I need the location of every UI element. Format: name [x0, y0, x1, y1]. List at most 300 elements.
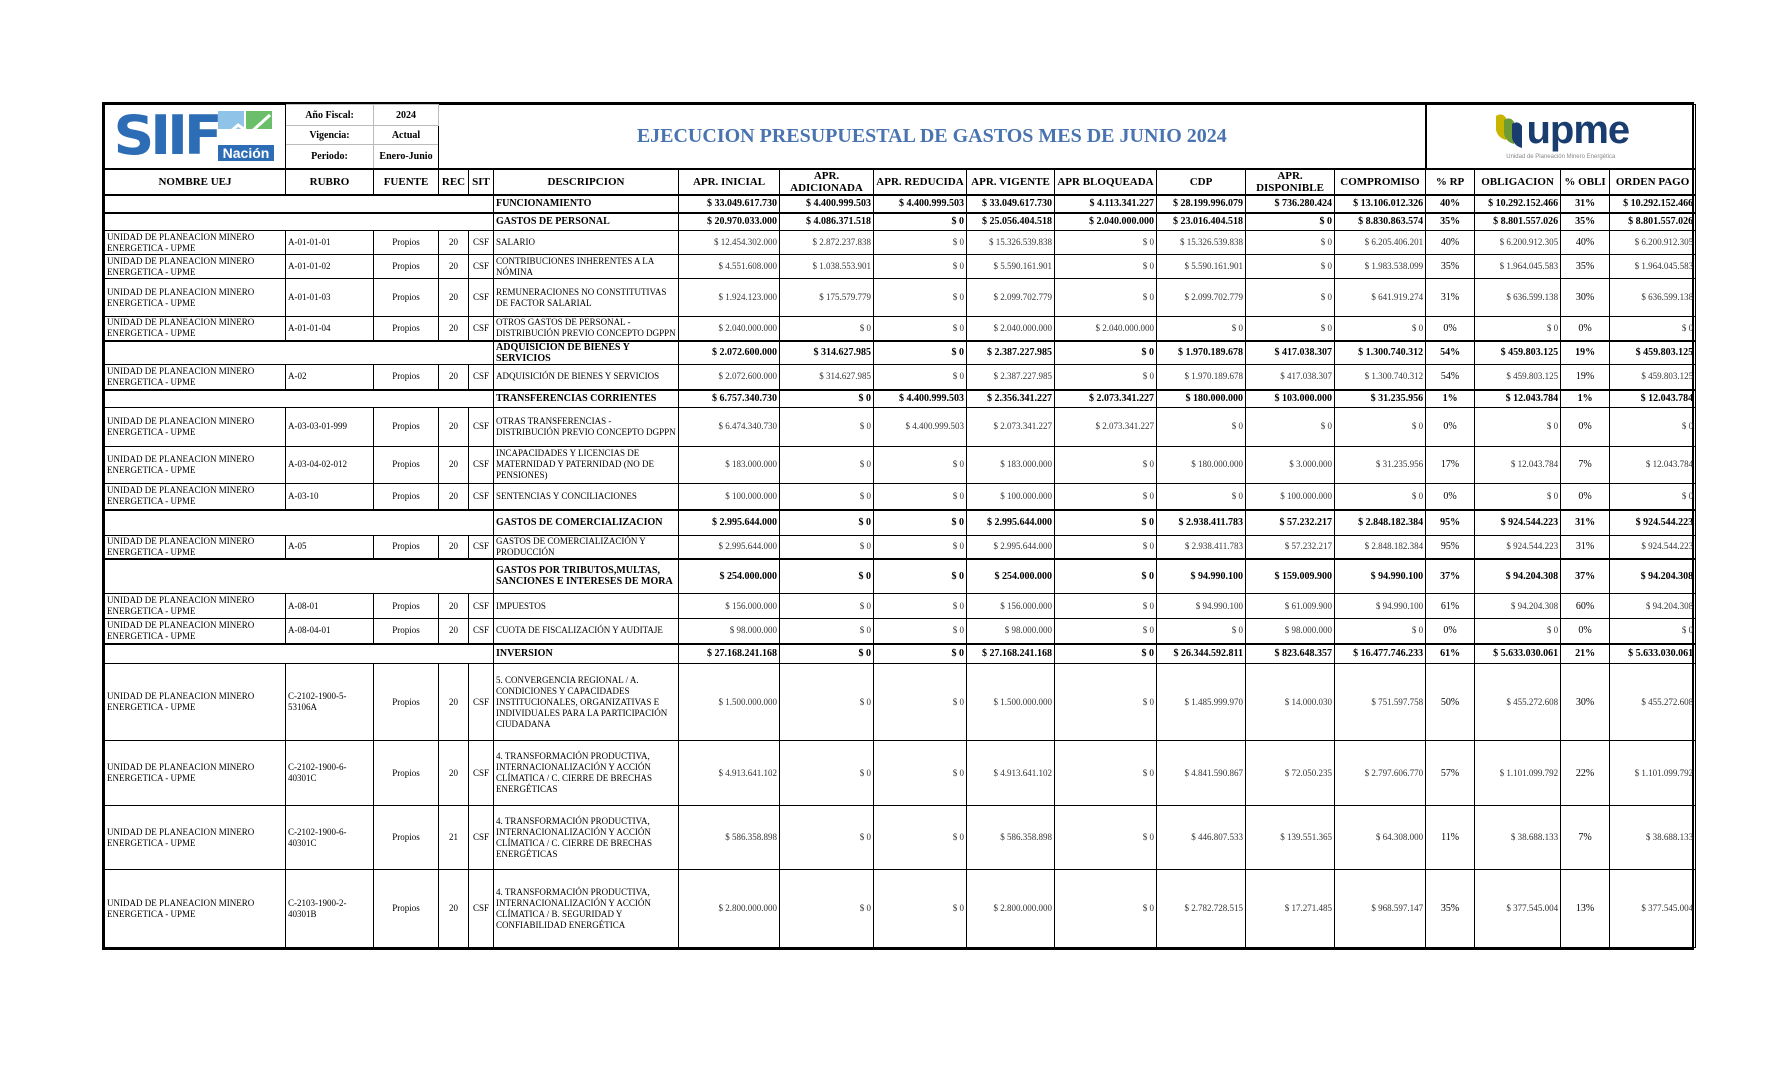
apr-reducida: $ 0	[874, 870, 967, 948]
siif-logo	[105, 105, 286, 169]
apr-adicionada: $ 175.579.779	[780, 279, 874, 317]
cdp: $ 94.990.100	[1157, 594, 1246, 619]
cdp: $ 446.807.533	[1157, 806, 1246, 870]
apr-adicionada: $ 0	[780, 510, 874, 535]
sit: CSF	[469, 664, 494, 741]
sit: CSF	[469, 317, 494, 341]
rec: 20	[439, 364, 469, 390]
apr-disponible: $ 0	[1246, 317, 1335, 341]
apr-disponible: $ 61.009.900	[1246, 594, 1335, 619]
apr-bloqueada: $ 2.073.341.227	[1055, 390, 1157, 407]
column-header: SIT	[469, 169, 494, 195]
apr-vigente: $ 1.500.000.000	[967, 664, 1055, 741]
rubro-code: A-03-04-02-012	[286, 446, 374, 483]
obligacion: $ 924.544.223	[1475, 510, 1561, 535]
rec: 20	[439, 255, 469, 279]
pct-obli: 31%	[1561, 510, 1610, 535]
column-header: % OBLI	[1561, 169, 1610, 195]
apr-bloqueada: $ 0	[1055, 446, 1157, 483]
description: 4. TRANSFORMACIÓN PRODUCTIVA, INTERNACIONALIZACIÓN Y ACCIÓN CLÍMATICA / B. SEGURIDAD Y CONFIABILIDAD ENERGÉTICA	[494, 870, 679, 948]
cdp: $ 180.000.000	[1157, 390, 1246, 407]
apr-reducida: $ 0	[874, 483, 967, 510]
sit: CSF	[469, 364, 494, 390]
orden-pago: $ 8.801.557.026	[1610, 213, 1696, 231]
obligacion: $ 94.204.308	[1475, 594, 1561, 619]
obligacion: $ 6.200.912.305	[1475, 231, 1561, 255]
apr-vigente: $ 25.056.404.518	[967, 213, 1055, 231]
apr-adicionada: $ 314.627.985	[780, 341, 874, 365]
column-header: NOMBRE UEJ	[105, 169, 286, 195]
apr-inicial: $ 4.913.641.102	[679, 741, 780, 806]
apr-reducida: $ 0	[874, 510, 967, 535]
apr-adicionada: $ 0	[780, 741, 874, 806]
compromiso: $ 751.597.758	[1335, 664, 1426, 741]
apr-reducida: $ 0	[874, 213, 967, 231]
compromiso: $ 1.300.740.312	[1335, 341, 1426, 365]
orden-pago: $ 0	[1610, 317, 1696, 341]
description: INVERSION	[494, 644, 679, 664]
apr-vigente: $ 2.356.341.227	[967, 390, 1055, 407]
subtotal-row	[105, 213, 1696, 231]
orden-pago: $ 924.544.223	[1610, 510, 1696, 535]
info-value-vigencia: Actual	[374, 126, 439, 145]
description: SENTENCIAS Y CONCILIACIONES	[494, 483, 679, 510]
sit: CSF	[469, 741, 494, 806]
compromiso: $ 6.205.406.201	[1335, 231, 1426, 255]
apr-vigente: $ 4.913.641.102	[967, 741, 1055, 806]
sit: CSF	[469, 870, 494, 948]
cdp: $ 1.485.999.970	[1157, 664, 1246, 741]
upme-leaf-icon	[1492, 110, 1526, 150]
cdp: $ 2.099.702.779	[1157, 279, 1246, 317]
apr-inicial: $ 156.000.000	[679, 594, 780, 619]
info-label-vigencia: Vigencia:	[286, 126, 374, 145]
obligacion: $ 5.633.030.061	[1475, 644, 1561, 664]
pct-rp: 37%	[1426, 559, 1475, 594]
rec: 20	[439, 231, 469, 255]
apr-bloqueada: $ 0	[1055, 870, 1157, 948]
rubro-code: C-2102-1900-6-40301C	[286, 741, 374, 806]
compromiso: $ 31.235.956	[1335, 446, 1426, 483]
budget-report-sheet	[102, 102, 1694, 950]
sit: CSF	[469, 255, 494, 279]
orden-pago: $ 0	[1610, 483, 1696, 510]
cdp: $ 23.016.404.518	[1157, 213, 1246, 231]
apr-vigente: $ 100.000.000	[967, 483, 1055, 510]
orden-pago: $ 0	[1610, 619, 1696, 644]
apr-inicial: $ 2.072.600.000	[679, 364, 780, 390]
pct-rp: 50%	[1426, 664, 1475, 741]
obligacion: $ 12.043.784	[1475, 446, 1561, 483]
column-header-row	[105, 169, 1696, 195]
description: CONTRIBUCIONES INHERENTES A LA NÓMINA	[494, 255, 679, 279]
apr-bloqueada: $ 0	[1055, 510, 1157, 535]
sit: CSF	[469, 594, 494, 619]
apr-vigente: $ 15.326.539.838	[967, 231, 1055, 255]
compromiso: $ 2.848.182.384	[1335, 535, 1426, 559]
column-header: ORDEN PAGO	[1610, 169, 1696, 195]
apr-disponible: $ 103.000.000	[1246, 390, 1335, 407]
apr-vigente: $ 2.387.227.985	[967, 364, 1055, 390]
rec: 20	[439, 279, 469, 317]
apr-bloqueada: $ 4.113.341.227	[1055, 195, 1157, 213]
apr-bloqueada: $ 0	[1055, 559, 1157, 594]
pct-obli: 37%	[1561, 559, 1610, 594]
fuente: Propios	[374, 317, 439, 341]
orden-pago: $ 6.200.912.305	[1610, 231, 1696, 255]
apr-inicial: $ 98.000.000	[679, 619, 780, 644]
pct-obli: 13%	[1561, 870, 1610, 948]
pct-obli: 60%	[1561, 594, 1610, 619]
compromiso: $ 2.848.182.384	[1335, 510, 1426, 535]
apr-vigente: $ 98.000.000	[967, 619, 1055, 644]
apr-reducida: $ 4.400.999.503	[874, 407, 967, 446]
table-row	[105, 806, 1696, 870]
compromiso: $ 16.477.746.233	[1335, 644, 1426, 664]
subtotal-row	[105, 559, 1696, 594]
apr-vigente: $ 254.000.000	[967, 559, 1055, 594]
orden-pago: $ 5.633.030.061	[1610, 644, 1696, 664]
upme-logo-text: upme	[1526, 107, 1630, 152]
rubro-code: A-01-01-03	[286, 279, 374, 317]
pct-rp: 0%	[1426, 619, 1475, 644]
cdp: $ 2.938.411.783	[1157, 510, 1246, 535]
fuente: Propios	[374, 231, 439, 255]
cdp: $ 1.970.189.678	[1157, 364, 1246, 390]
fuente: Propios	[374, 870, 439, 948]
obligacion: $ 94.204.308	[1475, 559, 1561, 594]
apr-adicionada: $ 0	[780, 390, 874, 407]
sit: CSF	[469, 279, 494, 317]
apr-adicionada: $ 1.038.553.901	[780, 255, 874, 279]
orden-pago: $ 377.545.004	[1610, 870, 1696, 948]
apr-disponible: $ 3.000.000	[1246, 446, 1335, 483]
apr-bloqueada: $ 0	[1055, 535, 1157, 559]
pct-obli: 31%	[1561, 535, 1610, 559]
apr-bloqueada: $ 0	[1055, 483, 1157, 510]
pct-rp: 11%	[1426, 806, 1475, 870]
sit: CSF	[469, 483, 494, 510]
description: IMPUESTOS	[494, 594, 679, 619]
apr-disponible: $ 417.038.307	[1246, 364, 1335, 390]
sit: CSF	[469, 407, 494, 446]
apr-reducida: $ 0	[874, 317, 967, 341]
table-row	[105, 446, 1696, 483]
pct-obli: 19%	[1561, 364, 1610, 390]
fuente: Propios	[374, 407, 439, 446]
apr-bloqueada: $ 0	[1055, 341, 1157, 365]
orden-pago: $ 636.599.138	[1610, 279, 1696, 317]
cdp: $ 2.938.411.783	[1157, 535, 1246, 559]
rubro-code: A-05	[286, 535, 374, 559]
column-header: RUBRO	[286, 169, 374, 195]
chart-trend-icon	[218, 111, 274, 161]
pct-obli: 7%	[1561, 446, 1610, 483]
obligacion: $ 636.599.138	[1475, 279, 1561, 317]
column-header: CDP	[1157, 169, 1246, 195]
report-table	[104, 104, 1696, 948]
cdp: $ 0	[1157, 317, 1246, 341]
apr-bloqueada: $ 0	[1055, 594, 1157, 619]
rubro-code: C-2102-1900-6-40301C	[286, 806, 374, 870]
rec: 20	[439, 594, 469, 619]
apr-adicionada: $ 0	[780, 559, 874, 594]
apr-disponible: $ 0	[1246, 231, 1335, 255]
apr-bloqueada: $ 2.040.000.000	[1055, 317, 1157, 341]
compromiso: $ 13.106.012.326	[1335, 195, 1426, 213]
fuente: Propios	[374, 279, 439, 317]
apr-adicionada: $ 0	[780, 446, 874, 483]
cdp: $ 26.344.592.811	[1157, 644, 1246, 664]
apr-disponible: $ 0	[1246, 407, 1335, 446]
obligacion: $ 0	[1475, 317, 1561, 341]
fuente: Propios	[374, 619, 439, 644]
obligacion: $ 455.272.608	[1475, 664, 1561, 741]
apr-adicionada: $ 2.872.237.838	[780, 231, 874, 255]
orden-pago: $ 10.292.152.466	[1610, 195, 1696, 213]
cdp: $ 4.841.590.867	[1157, 741, 1246, 806]
rubro-code: A-01-01-04	[286, 317, 374, 341]
pct-rp: 17%	[1426, 446, 1475, 483]
apr-inicial: $ 2.072.600.000	[679, 341, 780, 365]
info-value-fiscal-year: 2024	[374, 105, 439, 126]
uej-name: UNIDAD DE PLANEACION MINERO ENERGETICA - UPME	[105, 231, 286, 255]
obligacion: $ 0	[1475, 483, 1561, 510]
column-header: REC	[439, 169, 469, 195]
rec: 20	[439, 870, 469, 948]
subtotal-row	[105, 510, 1696, 535]
uej-name: UNIDAD DE PLANEACION MINERO ENERGETICA - UPME	[105, 535, 286, 559]
rubro-code: A-08-01	[286, 594, 374, 619]
uej-name: UNIDAD DE PLANEACION MINERO ENERGETICA - UPME	[105, 255, 286, 279]
pct-rp: 40%	[1426, 231, 1475, 255]
uej-name: UNIDAD DE PLANEACION MINERO ENERGETICA - UPME	[105, 664, 286, 741]
table-row	[105, 741, 1696, 806]
apr-bloqueada: $ 0	[1055, 231, 1157, 255]
cdp: $ 1.970.189.678	[1157, 341, 1246, 365]
column-header: APR BLOQUEADA	[1055, 169, 1157, 195]
apr-vigente: $ 27.168.241.168	[967, 644, 1055, 664]
column-header: APR. REDUCIDA	[874, 169, 967, 195]
apr-inicial: $ 27.168.241.168	[679, 644, 780, 664]
obligacion: $ 377.545.004	[1475, 870, 1561, 948]
description: ADQUISICION DE BIENES Y SERVICIOS	[494, 341, 679, 365]
apr-bloqueada: $ 0	[1055, 255, 1157, 279]
rubro-code: C-2103-1900-2-40301B	[286, 870, 374, 948]
apr-bloqueada: $ 0	[1055, 364, 1157, 390]
compromiso: $ 94.990.100	[1335, 559, 1426, 594]
blank-cell	[105, 213, 494, 231]
cdp: $ 5.590.161.901	[1157, 255, 1246, 279]
apr-disponible: $ 57.232.217	[1246, 535, 1335, 559]
column-header: % RP	[1426, 169, 1475, 195]
apr-disponible: $ 0	[1246, 279, 1335, 317]
fuente: Propios	[374, 446, 439, 483]
cdp: $ 0	[1157, 407, 1246, 446]
apr-adicionada: $ 0	[780, 806, 874, 870]
column-header: OBLIGACION	[1475, 169, 1561, 195]
apr-reducida: $ 0	[874, 644, 967, 664]
apr-adicionada: $ 4.086.371.518	[780, 213, 874, 231]
pct-obli: 7%	[1561, 806, 1610, 870]
obligacion: $ 8.801.557.026	[1475, 213, 1561, 231]
blank-cell	[105, 390, 494, 407]
blank-cell	[105, 644, 494, 664]
table-row	[105, 407, 1696, 446]
apr-inicial: $ 1.924.123.000	[679, 279, 780, 317]
uej-name: UNIDAD DE PLANEACION MINERO ENERGETICA - UPME	[105, 806, 286, 870]
pct-obli: 30%	[1561, 279, 1610, 317]
orden-pago: $ 1.964.045.583	[1610, 255, 1696, 279]
apr-reducida: $ 0	[874, 535, 967, 559]
apr-adicionada: $ 0	[780, 317, 874, 341]
pct-obli: 35%	[1561, 255, 1610, 279]
rec: 20	[439, 741, 469, 806]
apr-vigente: $ 2.073.341.227	[967, 407, 1055, 446]
apr-adicionada: $ 0	[780, 407, 874, 446]
apr-inicial: $ 6.474.340.730	[679, 407, 780, 446]
fuente: Propios	[374, 741, 439, 806]
subtotal-row	[105, 341, 1696, 365]
uej-name: UNIDAD DE PLANEACION MINERO ENERGETICA - UPME	[105, 870, 286, 948]
apr-bloqueada: $ 0	[1055, 619, 1157, 644]
apr-vigente: $ 586.358.898	[967, 806, 1055, 870]
pct-rp: 95%	[1426, 535, 1475, 559]
apr-reducida: $ 0	[874, 619, 967, 644]
rec: 20	[439, 619, 469, 644]
apr-disponible: $ 57.232.217	[1246, 510, 1335, 535]
description: GASTOS DE COMERCIALIZACIÓN Y PRODUCCIÓN	[494, 535, 679, 559]
apr-reducida: $ 0	[874, 806, 967, 870]
sit: CSF	[469, 231, 494, 255]
apr-reducida: $ 0	[874, 364, 967, 390]
obligacion: $ 924.544.223	[1475, 535, 1561, 559]
uej-name: UNIDAD DE PLANEACION MINERO ENERGETICA - UPME	[105, 279, 286, 317]
apr-disponible: $ 0	[1246, 255, 1335, 279]
sit: CSF	[469, 619, 494, 644]
cdp: $ 0	[1157, 483, 1246, 510]
apr-disponible: $ 14.000.030	[1246, 664, 1335, 741]
obligacion: $ 0	[1475, 619, 1561, 644]
upme-logo	[1426, 105, 1696, 169]
pct-rp: 35%	[1426, 870, 1475, 948]
description: ADQUISICIÓN DE BIENES Y SERVICIOS	[494, 364, 679, 390]
compromiso: $ 968.597.147	[1335, 870, 1426, 948]
description: GASTOS DE PERSONAL	[494, 213, 679, 231]
apr-vigente: $ 2.995.644.000	[967, 510, 1055, 535]
orden-pago: $ 38.688.133	[1610, 806, 1696, 870]
rec: 20	[439, 664, 469, 741]
apr-disponible: $ 417.038.307	[1246, 341, 1335, 365]
description: 4. TRANSFORMACIÓN PRODUCTIVA, INTERNACIONALIZACIÓN Y ACCIÓN CLÍMATICA / C. CIERRE DE BRECHAS ENERGÉTICAS	[494, 741, 679, 806]
blank-cell	[105, 195, 494, 213]
pct-rp: 0%	[1426, 407, 1475, 446]
obligacion: $ 1.101.099.792	[1475, 741, 1561, 806]
apr-bloqueada: $ 2.073.341.227	[1055, 407, 1157, 446]
rec: 20	[439, 446, 469, 483]
apr-adicionada: $ 0	[780, 644, 874, 664]
pct-rp: 1%	[1426, 390, 1475, 407]
rubro-code: A-02	[286, 364, 374, 390]
apr-vigente: $ 2.800.000.000	[967, 870, 1055, 948]
siif-logo-text: SIIF	[113, 104, 219, 168]
blank-cell	[105, 559, 494, 594]
apr-disponible: $ 0	[1246, 213, 1335, 231]
apr-disponible: $ 98.000.000	[1246, 619, 1335, 644]
apr-adicionada: $ 0	[780, 664, 874, 741]
apr-inicial: $ 100.000.000	[679, 483, 780, 510]
subtotal-row	[105, 644, 1696, 664]
pct-rp: 61%	[1426, 594, 1475, 619]
fuente: Propios	[374, 483, 439, 510]
apr-inicial: $ 2.040.000.000	[679, 317, 780, 341]
orden-pago: $ 455.272.608	[1610, 664, 1696, 741]
pct-rp: 54%	[1426, 364, 1475, 390]
sit: CSF	[469, 446, 494, 483]
rec: 20	[439, 317, 469, 341]
column-header: APR. DISPONIBLE	[1246, 169, 1335, 195]
uej-name: UNIDAD DE PLANEACION MINERO ENERGETICA - UPME	[105, 364, 286, 390]
pct-obli: 1%	[1561, 390, 1610, 407]
blank-cell	[105, 341, 494, 365]
apr-adicionada: $ 4.400.999.503	[780, 195, 874, 213]
table-row	[105, 870, 1696, 948]
rec: 21	[439, 806, 469, 870]
table-row	[105, 594, 1696, 619]
apr-inicial: $ 183.000.000	[679, 446, 780, 483]
orden-pago: $ 1.101.099.792	[1610, 741, 1696, 806]
apr-bloqueada: $ 0	[1055, 279, 1157, 317]
cdp: $ 180.000.000	[1157, 446, 1246, 483]
description: INCAPACIDADES Y LICENCIAS DE MATERNIDAD Y PATERNIDAD (NO DE PENSIONES)	[494, 446, 679, 483]
apr-inicial: $ 2.995.644.000	[679, 510, 780, 535]
uej-name: UNIDAD DE PLANEACION MINERO ENERGETICA - UPME	[105, 317, 286, 341]
pct-rp: 57%	[1426, 741, 1475, 806]
cdp: $ 94.990.100	[1157, 559, 1246, 594]
compromiso: $ 64.308.000	[1335, 806, 1426, 870]
description: CUOTA DE FISCALIZACIÓN Y AUDITAJE	[494, 619, 679, 644]
description: OTRAS TRANSFERENCIAS - DISTRIBUCIÓN PREVIO CONCEPTO DGPPN	[494, 407, 679, 446]
compromiso: $ 0	[1335, 483, 1426, 510]
apr-adicionada: $ 0	[780, 619, 874, 644]
apr-inicial: $ 2.800.000.000	[679, 870, 780, 948]
apr-inicial: $ 2.995.644.000	[679, 535, 780, 559]
obligacion: $ 1.964.045.583	[1475, 255, 1561, 279]
fuente: Propios	[374, 535, 439, 559]
table-row	[105, 664, 1696, 741]
apr-adicionada: $ 0	[780, 535, 874, 559]
apr-vigente: $ 2.040.000.000	[967, 317, 1055, 341]
info-label-periodo: Periodo:	[286, 145, 374, 169]
apr-reducida: $ 0	[874, 341, 967, 365]
pct-rp: 61%	[1426, 644, 1475, 664]
fuente: Propios	[374, 664, 439, 741]
apr-adicionada: $ 0	[780, 870, 874, 948]
report-title: EJECUCION PRESUPUESTAL DE GASTOS MES DE JUNIO 2024	[439, 105, 1426, 169]
apr-inicial: $ 1.500.000.000	[679, 664, 780, 741]
rec: 20	[439, 535, 469, 559]
orden-pago: $ 94.204.308	[1610, 594, 1696, 619]
apr-inicial: $ 12.454.302.000	[679, 231, 780, 255]
table-row	[105, 535, 1696, 559]
pct-obli: 0%	[1561, 407, 1610, 446]
fuente: Propios	[374, 255, 439, 279]
pct-obli: 0%	[1561, 619, 1610, 644]
uej-name: UNIDAD DE PLANEACION MINERO ENERGETICA - UPME	[105, 594, 286, 619]
uej-name: UNIDAD DE PLANEACION MINERO ENERGETICA - UPME	[105, 619, 286, 644]
apr-reducida: $ 4.400.999.503	[874, 195, 967, 213]
apr-bloqueada: $ 2.040.000.000	[1055, 213, 1157, 231]
